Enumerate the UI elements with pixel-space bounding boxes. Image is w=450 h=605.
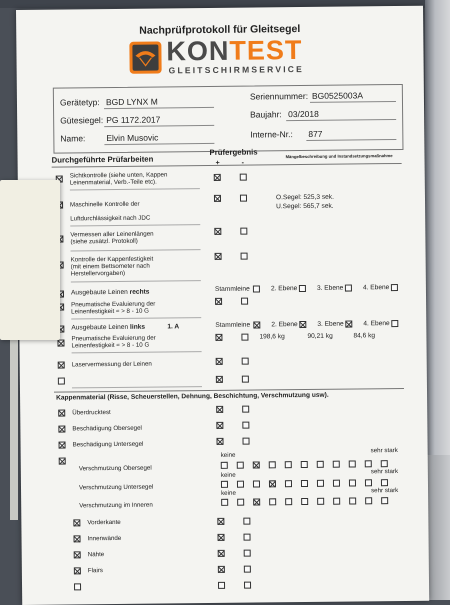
item-innenwaende: Innenwände [87, 534, 122, 543]
scale-innen-7[interactable] [317, 498, 324, 505]
check-laser-left[interactable] [58, 362, 65, 369]
check-ebene2-1[interactable] [299, 285, 306, 292]
item-luftdurchlaessigkeit: Luftdurchlässigkeit nach JDC [70, 214, 151, 223]
check-stammleine-2[interactable] [253, 321, 260, 328]
sticky-label [0, 180, 60, 340]
scale-innen-4[interactable] [269, 498, 276, 505]
usegel-value: U.Segel: 565,7 sek. [276, 202, 334, 211]
seriennummer-label: Seriennummer: [249, 90, 309, 102]
logo-wordmark: KONTEST [166, 35, 303, 67]
check-besch-ober-plus[interactable] [216, 422, 223, 429]
scale-ober-10[interactable] [365, 460, 372, 467]
check-innenwaende-minus[interactable] [243, 534, 250, 541]
check-vorderkante-plus[interactable] [217, 518, 224, 525]
baujahr-value: 03/2018 [288, 108, 319, 120]
scale-ober-1[interactable] [221, 462, 228, 469]
scale-ober-8[interactable] [333, 461, 340, 468]
item-kappenfestigkeit-3: Herstellervorgaben) [70, 269, 126, 278]
links-a-label: 1. A [167, 323, 180, 331]
scale-ober-3[interactable] [253, 461, 260, 468]
seriennummer-value: BG0525003A [311, 90, 364, 101]
check-laser-plus[interactable] [216, 358, 223, 365]
interne-nr-label: Interne-Nr.: [250, 129, 293, 140]
check-besch-unter-minus[interactable] [242, 438, 249, 445]
scale-unter-9[interactable] [349, 479, 356, 486]
pruefergebnis-heading: Prüfergebnis [209, 147, 258, 157]
scale-ober-2[interactable] [237, 462, 244, 469]
scale-ober-7[interactable] [317, 461, 324, 468]
item-pneu2-2: Leinenfestigkeit = > 8 - 10 G [71, 341, 150, 350]
scale-ober-4[interactable] [269, 461, 276, 468]
scale-unter-1[interactable] [221, 481, 228, 488]
scale-unter-7[interactable] [317, 480, 324, 487]
item-kappenfestigkeit-2: (mit einem Bettsometer nach [70, 262, 150, 271]
check-stammleine-1[interactable] [253, 285, 260, 292]
check-versch-left[interactable] [59, 458, 66, 465]
check-ueberdruck-minus[interactable] [242, 406, 249, 413]
scale-innen-8[interactable] [333, 498, 340, 505]
check-ebene3-2[interactable] [345, 320, 352, 327]
scale-innen-2[interactable] [237, 499, 244, 506]
device-info-box [53, 84, 404, 154]
check-ebene2-2[interactable] [299, 321, 306, 328]
check-pneu2-minus[interactable] [241, 334, 248, 341]
protocol-sheet [16, 6, 429, 605]
item-pneu1: Pneumatische Evaluierung der [71, 300, 156, 309]
item-pneu2: Pneumatische Evaluierung der [71, 334, 156, 343]
section-kappenmaterial-heading: Kappenmaterial (Risse, Scheuerstellen, Dehnung, Beschichtung, Verschmutzung usw). [56, 391, 329, 402]
item-vermessen: Vermessen aller Leinenlängen [70, 230, 154, 239]
scale-innen-9[interactable] [349, 497, 356, 504]
check-vermessen-plus[interactable] [214, 228, 221, 235]
scale-innen-3[interactable] [253, 498, 260, 505]
check-innenwaende-plus[interactable] [217, 534, 224, 541]
check-pneu2-plus[interactable] [215, 334, 222, 341]
item-sicht: Sichtkontrolle (siehe unten, Kappen [69, 171, 168, 180]
scale-ober-6[interactable] [301, 461, 308, 468]
keine-label-1: keine [220, 451, 236, 459]
scale-unter-10[interactable] [365, 479, 372, 486]
keine-label-3: keine [221, 489, 236, 497]
ebene3-label-1: 3. Ebene [316, 284, 344, 292]
baujahr-label: Baujahr: [250, 109, 282, 120]
check-empty-2-minus[interactable] [244, 582, 251, 589]
item-kappenfestigkeit: Kontrolle der Kappenfestigkeit [70, 255, 154, 264]
check-kappenfestigkeit-minus[interactable] [241, 253, 248, 260]
check-vermessen-minus[interactable] [240, 228, 247, 235]
keine-label-2: keine [220, 471, 236, 479]
check-naehte-plus[interactable] [218, 550, 225, 557]
section-pruefarbeiten-heading: Durchgeführte Prüfarbeiten [51, 154, 154, 165]
check-maschinell-minus[interactable] [240, 195, 247, 202]
item-leinen-rechts: Ausgebaute Leinen rechts [70, 288, 150, 297]
ebene2-label-2: 2. Ebene [271, 321, 298, 329]
check-empty-2-plus[interactable] [218, 582, 225, 589]
item-laser: Laservermessung der Leinen [71, 360, 152, 369]
page-title: Nachprüfprotokoll für Gleitsegel [139, 23, 301, 37]
scale-innen-10[interactable] [365, 497, 372, 504]
check-naehte-minus[interactable] [244, 550, 251, 557]
scale-unter-4[interactable] [269, 480, 276, 487]
kg-value-1: 198,6 kg [259, 333, 285, 341]
scale-ober-11[interactable] [381, 460, 388, 467]
paraglider-logo-icon [128, 40, 162, 74]
scale-innen-1[interactable] [221, 499, 228, 506]
stammleine-label-1: Stammleine [214, 285, 250, 293]
check-empty-1-minus[interactable] [242, 376, 249, 383]
plus-label: + [215, 159, 220, 167]
scale-unter-8[interactable] [333, 480, 340, 487]
scale-unter-6[interactable] [301, 480, 308, 487]
check-ebene4-2[interactable] [391, 320, 398, 327]
check-empty-1-plus[interactable] [216, 376, 223, 383]
item-leinen-links: Ausgebaute Leinen links [71, 323, 146, 332]
check-empty-1[interactable] [58, 378, 65, 385]
ebene4-label-1: 4. Ebene [362, 284, 390, 292]
logo-subtitle: GLEITSCHIRMSERVICE [168, 63, 305, 76]
ebene3-label-2: 3. Ebene [317, 320, 344, 328]
check-innenwaende-left[interactable] [74, 535, 81, 542]
stammleine-label-2: Stammleine [215, 321, 251, 329]
ebene2-label-1: 2. Ebene [270, 285, 298, 293]
item-sicht-2: Leinenmaterial, Verb.-Teile etc). [69, 178, 157, 187]
item-besch-ober: Beschädigung Obersegel [72, 424, 142, 433]
check-ueberdruck-left[interactable] [58, 410, 65, 417]
scale-innen-5[interactable] [285, 498, 292, 505]
scale-ober-9[interactable] [349, 460, 356, 467]
guetesiegel-value: PG 1172.2017 [106, 114, 161, 126]
name-value: Elvin Musovic [106, 132, 159, 144]
item-besch-unter: Beschädigung Untersegel [72, 440, 144, 449]
item-vermessen-2: (siehe zusätzl. Protokoll) [70, 237, 138, 246]
check-flairs-left[interactable] [74, 567, 81, 574]
item-versch-unter: Verschmutzung Untersegel [78, 483, 154, 492]
check-empty-2-left[interactable] [74, 583, 81, 590]
check-kappenfestigkeit-plus[interactable] [215, 253, 222, 260]
check-naehte-left[interactable] [74, 551, 81, 558]
check-sicht-plus[interactable] [214, 174, 221, 181]
sehr-stark-label-2: sehr stark [370, 468, 399, 476]
check-flairs-plus[interactable] [218, 566, 225, 573]
name-label: Name: [60, 133, 86, 144]
scale-unter-11[interactable] [381, 479, 388, 486]
check-sicht-minus[interactable] [240, 174, 247, 181]
check-laser-minus[interactable] [242, 358, 249, 365]
scale-innen-11[interactable] [381, 497, 388, 504]
check-pneu1-plus[interactable] [215, 298, 222, 305]
check-maschinell-plus[interactable] [214, 195, 221, 202]
item-versch-ober: Verschmutzung Obersegel [78, 464, 152, 473]
scale-unter-2[interactable] [237, 481, 244, 488]
scale-unter-3[interactable] [253, 480, 260, 487]
check-pneu1-minus[interactable] [241, 298, 248, 305]
kg-value-2: 90,21 kg [307, 332, 333, 340]
interne-nr-value: 877 [308, 128, 323, 139]
check-besch-unter-left[interactable] [59, 442, 66, 449]
check-flairs-minus[interactable] [244, 566, 251, 573]
check-vorderkante-minus[interactable] [243, 518, 250, 525]
check-besch-ober-minus[interactable] [242, 422, 249, 429]
sehr-stark-label-3: sehr stark [371, 487, 399, 495]
check-besch-ober-left[interactable] [58, 426, 65, 433]
item-pneu1-2: Leinenfestigkeit = > 8 - 10 G [71, 307, 149, 316]
item-vorderkante: Vorderkante [87, 518, 121, 527]
item-flairs: Flairs [87, 567, 104, 575]
item-versch-innen: Verschmutzung im Inneren [79, 501, 153, 510]
kg-value-3: 84,6 kg [353, 332, 376, 340]
check-vorderkante-left[interactable] [73, 519, 80, 526]
check-pneu2-left[interactable] [57, 340, 64, 347]
check-ueberdruck-plus[interactable] [216, 406, 223, 413]
sehr-stark-label-1: sehr stark [370, 447, 398, 455]
minus-label: - [241, 159, 244, 167]
scale-unter-5[interactable] [285, 480, 292, 487]
geraetetyp-value: BGD LYNX M [105, 96, 158, 108]
item-ueberdruck: Überdrucktest [72, 409, 111, 417]
osegel-value: O.Segel: 525,3 sek. [275, 193, 334, 202]
remark-header: Mängelbeschreibung und Instandsetzungsmaßnahme [285, 153, 393, 160]
check-ebene3-1[interactable] [345, 284, 352, 291]
scale-innen-6[interactable] [301, 498, 308, 505]
guetesiegel-label: Gütesiegel: [60, 115, 104, 126]
check-besch-unter-plus[interactable] [216, 438, 223, 445]
item-maschinell: Maschinelle Kontrolle der [70, 200, 140, 209]
check-ebene4-1[interactable] [391, 284, 398, 291]
kontest-logo [128, 37, 328, 81]
item-naehte: Nähte [87, 551, 105, 559]
geraetetyp-label: Gerätetyp: [59, 97, 100, 108]
scale-ober-5[interactable] [285, 461, 292, 468]
ebene4-label-2: 4. Ebene [363, 320, 390, 328]
